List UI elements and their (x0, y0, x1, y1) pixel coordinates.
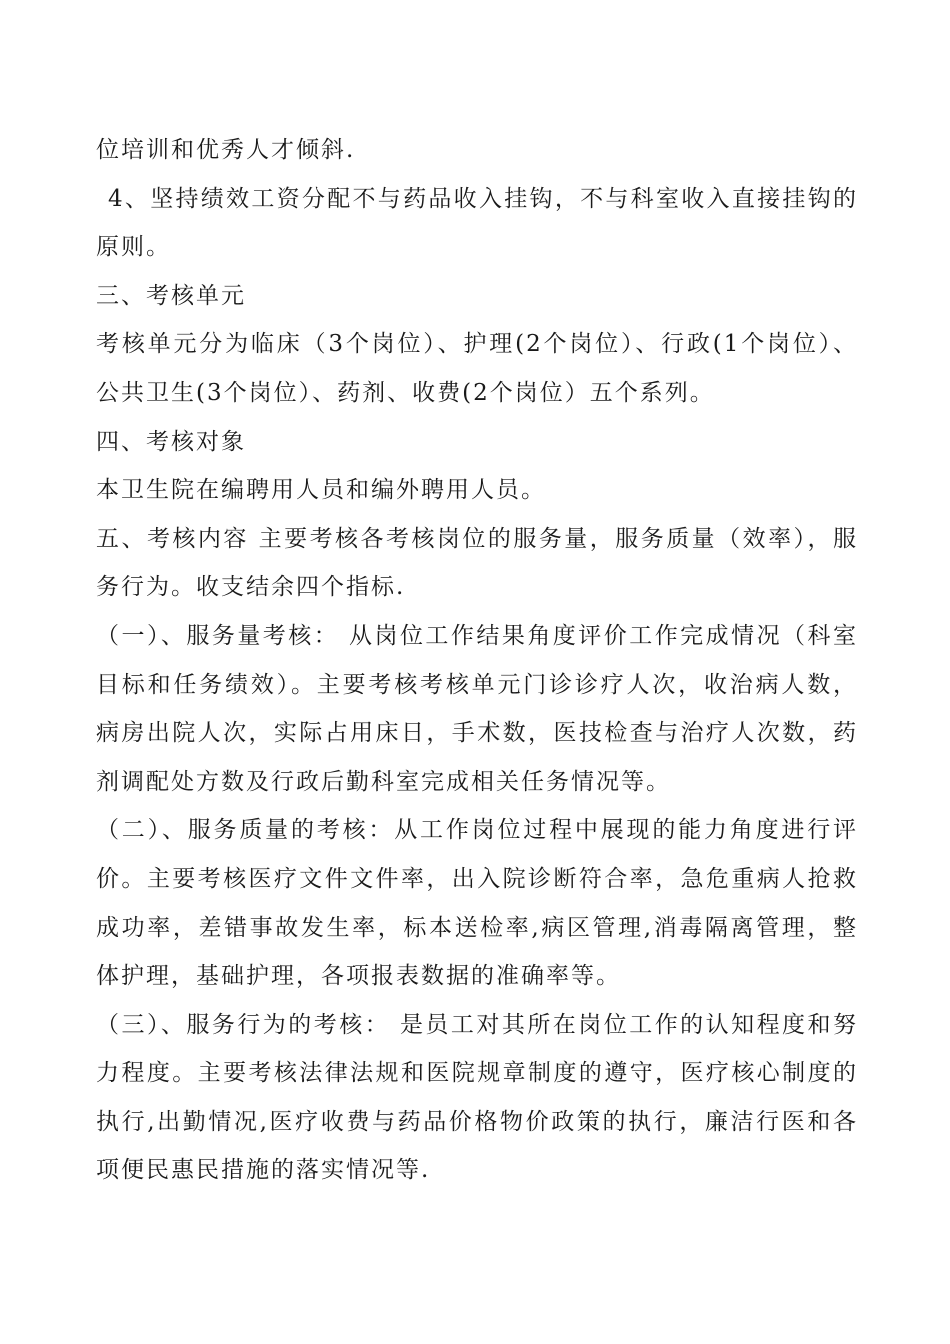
paragraph-assessment-targets: 本卫生院在编聘用人员和编外聘用人员。 (96, 477, 546, 504)
paragraph-service-volume: （一）、服务量考核： 从岗位工作结果角度评价工作完成情况（科室目标和任务绩效）。主要考核考核单元门诊诊疗人次，收治病人数，病房出院人次，实际占用床日，手术数，医技检查与治疗人次数，药剂调配处方数及行政后勤科室完成相关任务情况等。 (96, 622, 858, 795)
section-heading-assessment-units: 三、考核单元 (96, 282, 246, 309)
section-heading-assessment-targets: 四、考核对象 (96, 428, 246, 455)
paragraph-service-quality: （二）、服务质量的考核：从工作岗位过程中展现的能力角度进行评价。主要考核医疗文件文件率，出入院诊断符合率，急危重病人抢救成功率，差错事故发生率，标本送检率,病区管理,消毒隔离管理，整体护理，基础护理，各项报表数据的准确率等。 (96, 817, 858, 990)
paragraph-assessment-units: 考核单元分为临床（3个岗位）、护理(2个岗位）、行政(1个岗位）、公共卫生(3个岗位）、药剂、收费(2个岗位）五个系列。 (96, 331, 858, 406)
section-heading-assessment-content: 五、考核内容 主要考核各考核岗位的服务量，服务质量（效率），服务行为。收支结余四个指标. (96, 525, 858, 601)
paragraph-service-behavior: （三）、服务行为的考核： 是员工对其所在岗位工作的认知程度和努力程度。主要考核法律法规和医院规章制度的遵守，医疗核心制度的执行,出勤情况,医疗收费与药品价格物价政策的执行，廉洁行医和各项便民惠民措施的落实情况等. (96, 1011, 858, 1184)
paragraph-principle-4: 4、坚持绩效工资分配不与药品收入挂钩，不与科室收入直接挂钩的原则。 (96, 185, 858, 261)
paragraph-continuation: 位培训和优秀人才倾斜. (96, 137, 356, 163)
document-body (96, 126, 858, 1195)
